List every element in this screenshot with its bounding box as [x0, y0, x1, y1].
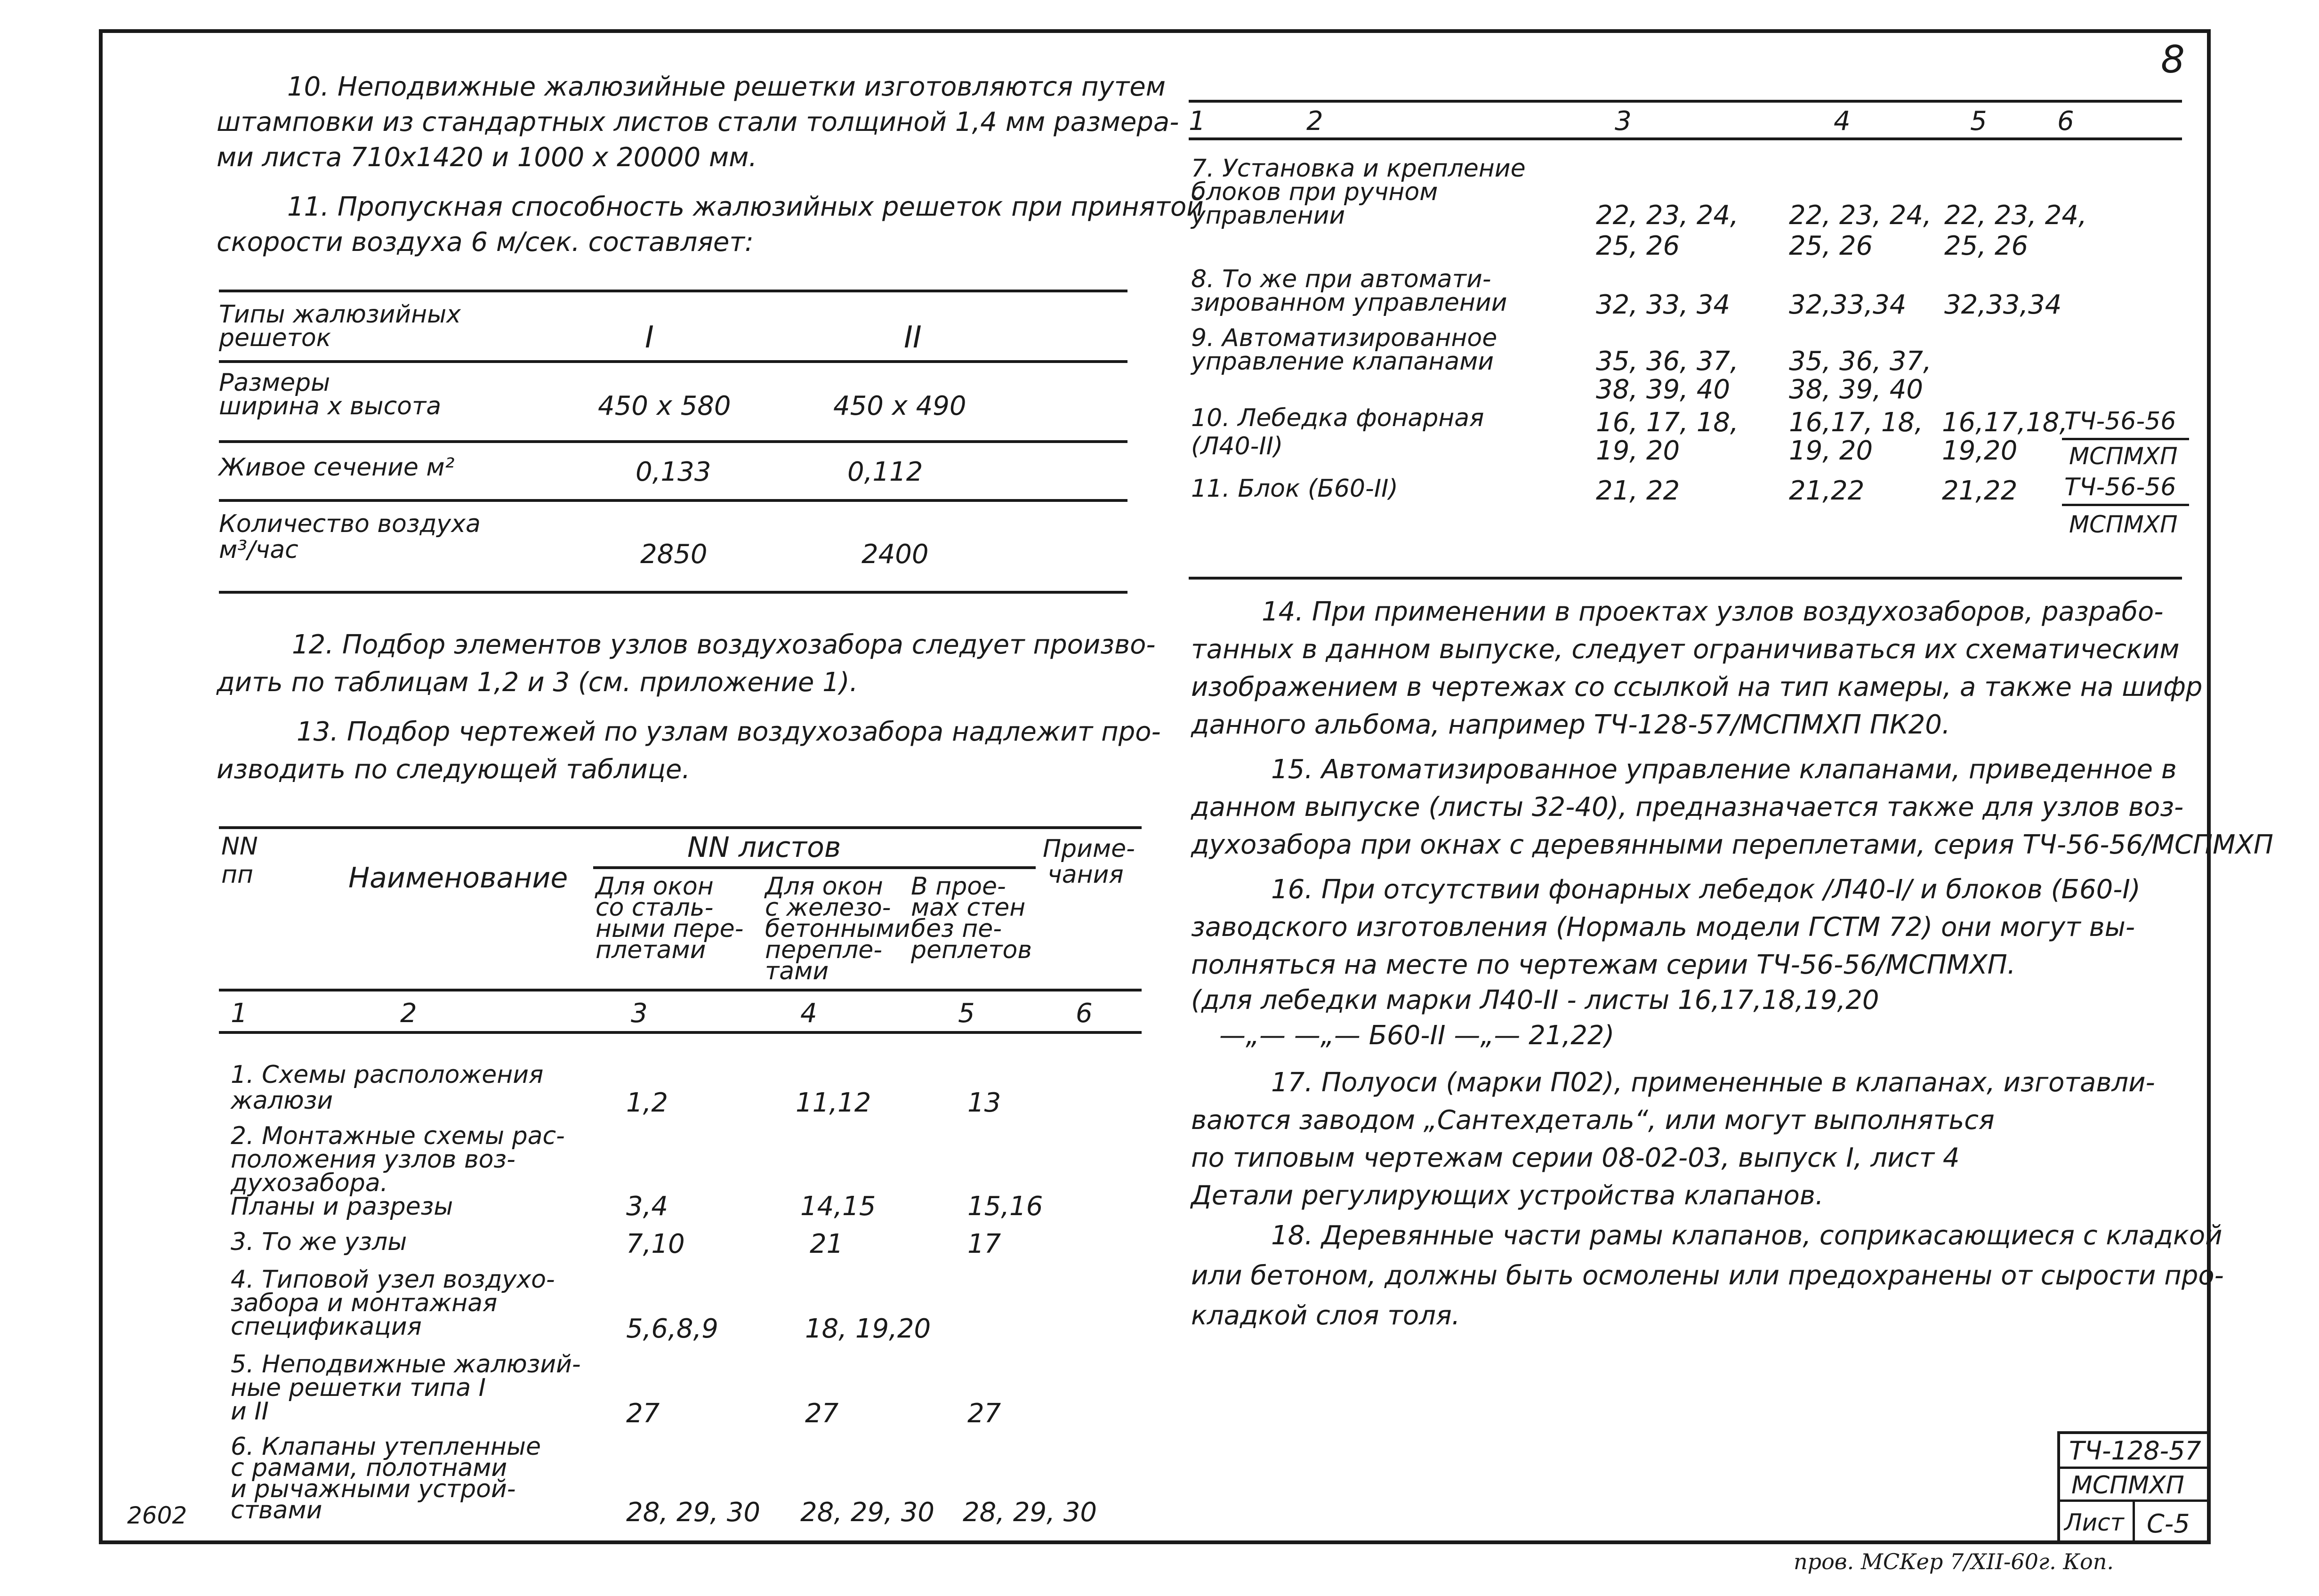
row2-c5: 15,16 [967, 1191, 1043, 1222]
row11-c3: 21, 22 [1596, 476, 1680, 506]
row4-name-1: 4. Типовой узел воздухо- [231, 1266, 555, 1294]
row10-c3-1: 16, 17, 18, [1596, 407, 1739, 438]
main-table-top-rule [219, 826, 1142, 829]
rcol-num-6: 6 [2057, 106, 2074, 137]
col-num-6: 6 [1076, 998, 1093, 1029]
row9-c3-1: 35, 36, 37, [1596, 346, 1739, 377]
row7-name-3: управлении [1191, 202, 1345, 230]
row1-c5: 13 [967, 1088, 1001, 1118]
grille-label-size-2: ширина х высота [219, 392, 442, 420]
header-sub2-2: с железо- [765, 894, 891, 922]
para16-line5: —„— —„— Б60-II —„— 21,22) [1219, 1020, 1615, 1051]
header-sub2-5: тами [765, 957, 829, 985]
grille-label-types-1: Типы жалюзийных [219, 300, 461, 329]
row6-c3: 28, 29, 30 [626, 1497, 760, 1528]
para16-line2: заводского изготовления (Нормаль модели ГСТМ 72) они могут вы- [1191, 912, 2135, 943]
row6-name-4: ствами [231, 1496, 322, 1524]
row11-name-1: 11. Блок (Б60-II) [1191, 475, 1398, 503]
row10-c6-1: ТЧ-56-56 [2064, 407, 2176, 435]
row5-c5: 27 [967, 1398, 1001, 1429]
para15-line3: духозабора при окнах с деревянными переплетами, серия ТЧ-56-56/МСПМХП [1191, 830, 2273, 860]
grille-air-2: 2400 [862, 539, 929, 570]
header-sub3-1: В прое- [911, 872, 1006, 901]
para11-line1: 11. Пропускная способность жалюзийных решеток при принятой [287, 192, 1204, 222]
right-table-header-rule [1189, 137, 2182, 140]
right-table-top-rule [1189, 100, 2182, 103]
row2-c3: 3,4 [626, 1191, 668, 1222]
grille-size-1: 450 х 580 [598, 391, 731, 421]
row8-c4: 32,33,34 [1789, 290, 1907, 320]
signature-line: пров. МСКер 7/XII-60г. Коп. [1794, 1549, 2114, 1574]
grille-table-rule [219, 499, 1127, 502]
grille-air-1: 2850 [640, 539, 708, 570]
row10-c6-fraction-rule [2062, 438, 2189, 440]
header-sub3-4: реплетов [911, 936, 1032, 964]
para15-line1: 15. Автоматизированное управление клапанами, приведенное в [1271, 754, 2177, 785]
header-sub3-2: мах стен [911, 894, 1026, 922]
header-sub1-4: плетами [596, 936, 706, 964]
stamp-code: ТЧ-128-57 [2069, 1436, 2201, 1466]
row7-c4-1: 22, 23, 24, [1789, 200, 1932, 231]
header-sub3-3: без пе- [911, 915, 1002, 943]
row9-c4-2: 38, 39, 40 [1789, 374, 1923, 405]
row10-name-2: (Л40-II) [1191, 432, 1283, 460]
row4-name-2: забора и монтажная [231, 1289, 498, 1317]
header-sub2-1: Для окон [765, 872, 883, 901]
row8-c3: 32, 33, 34 [1596, 290, 1730, 320]
para17-line1: 17. Полуоси (марки П02), примененные в клапанах, изготавли- [1271, 1067, 2155, 1098]
grille-label-types-2: решеток [219, 324, 331, 352]
grille-table-top-rule [219, 290, 1127, 292]
row10-c4-1: 16,17, 18, [1789, 407, 1923, 438]
row2-name-3: духозабора. [231, 1169, 388, 1197]
para18-line1: 18. Деревянные части рамы клапанов, соприкасающиеся с кладкой [1271, 1220, 2222, 1251]
row6-name-3: и рычажными устрой- [231, 1475, 516, 1503]
row5-c4: 27 [805, 1398, 839, 1429]
row3-c4: 21 [810, 1229, 844, 1259]
row4-c4: 18, 19,20 [805, 1314, 931, 1344]
para17-line2: ваются заводом „Сантехдеталь“, или могут выполняться [1191, 1105, 1995, 1136]
row9-c4-1: 35, 36, 37, [1789, 346, 1932, 377]
row2-name-2: положения узлов воз- [231, 1145, 515, 1174]
rcol-num-1: 1 [1189, 106, 1206, 137]
header-notes-2: чания [1047, 861, 1124, 889]
row4-c3: 5,6,8,9 [626, 1314, 718, 1344]
header-notes-1: Приме- [1043, 835, 1135, 863]
row10-name-1: 10. Лебедка фонарная [1191, 404, 1484, 432]
para14-line3: изображением в чертежах со ссылкой на тип камеры, а также на шифр [1191, 672, 2203, 702]
row10-c6-2: МСПМХП [2069, 443, 2178, 470]
row10-c3-2: 19, 20 [1596, 435, 1680, 466]
row6-c5: 28, 29, 30 [963, 1497, 1097, 1528]
col-num-5: 5 [958, 998, 975, 1029]
para14-line4: данного альбома, например ТЧ-128-57/МСПМХП ПК20. [1191, 709, 1950, 740]
row1-name-2: жалюзи [231, 1087, 333, 1115]
row1-c4: 11,12 [796, 1088, 871, 1118]
grille-label-air-1: Количество воздуха [219, 510, 481, 538]
rcol-num-4: 4 [1834, 106, 1851, 137]
row7-c4-2: 25, 26 [1789, 231, 1873, 261]
row7-name-1: 7. Установка и крепление [1191, 154, 1526, 183]
stamp-org: МСПМХП [2071, 1471, 2184, 1499]
para18-line3: кладкой слоя толя. [1191, 1300, 1460, 1331]
row8-c5: 32,33,34 [1944, 290, 2062, 320]
grille-label-area: Живое сечение м² [219, 453, 455, 482]
grille-label-air-2: м³/час [219, 536, 298, 564]
para12-line1: 12. Подбор элементов узлов воздухозабора следует произво- [292, 629, 1156, 660]
header-nn-1: NN [221, 832, 258, 861]
row7-c3-2: 25, 26 [1596, 231, 1680, 261]
margin-note: 2602 [127, 1502, 187, 1529]
row5-name-1: 5. Неподвижные жалюзий- [231, 1350, 581, 1378]
row2-name-4: Планы и разрезы [231, 1193, 453, 1221]
para16-line3: полняться на месте по чертежам серии ТЧ-56-56/МСПМХП. [1191, 950, 2016, 980]
row1-c3: 1,2 [626, 1088, 668, 1118]
header-sheets-rule [593, 866, 1036, 869]
main-table-numbers-rule [219, 1031, 1142, 1034]
para14-line1: 14. При применении в проектах узлов воздухозаборов, разрабо- [1262, 596, 2164, 627]
grille-table-rule [219, 360, 1127, 363]
row9-c3-2: 38, 39, 40 [1596, 374, 1730, 405]
grille-size-2: 450 х 490 [833, 391, 966, 421]
col-num-4: 4 [800, 998, 817, 1029]
header-nn-2: пп [221, 861, 253, 889]
para11-line2: скорости воздуха 6 м/сек. составляет: [217, 227, 754, 258]
stamp-rule [2057, 1467, 2211, 1469]
grille-area-1: 0,133 [636, 457, 711, 487]
row4-name-3: спецификация [231, 1313, 422, 1341]
header-sub1-2: со сталь- [596, 894, 714, 922]
row3-c5: 17 [967, 1229, 1001, 1259]
stamp-sheet-label: Лист [2064, 1509, 2124, 1536]
row7-c3-1: 22, 23, 24, [1596, 200, 1739, 231]
row5-name-2: ные решетки типа I [231, 1374, 486, 1402]
row10-c5-2: 19,20 [1942, 435, 2018, 466]
row8-name-1: 8. То же при автомати- [1191, 265, 1491, 293]
row5-c3: 27 [626, 1398, 660, 1429]
row11-c6-fraction-rule [2062, 504, 2189, 506]
para18-line2: или бетоном, должны быть осмолены или предохранены от сырости про- [1191, 1260, 2224, 1291]
right-table-bottom-rule [1189, 577, 2182, 580]
para16-line4: (для лебедки марки Л40-II - листы 16,17,18,19,20 [1191, 985, 1879, 1016]
header-sheets: NN листов [687, 831, 841, 864]
grille-type-1: I [645, 320, 654, 355]
page-number: 8 [2161, 38, 2185, 81]
stamp-divider [2133, 1499, 2135, 1544]
row7-c5-2: 25, 26 [1944, 231, 2029, 261]
row2-name-1: 2. Монтажные схемы рас- [231, 1122, 565, 1150]
row2-c4: 14,15 [800, 1191, 876, 1222]
grille-type-2: II [904, 320, 922, 355]
row6-name-1: 6. Клапаны утепленные [231, 1433, 541, 1461]
para16-line1: 16. При отсутствии фонарных лебедок /Л40-I/ и блоков (Б60-I) [1271, 874, 2141, 905]
grille-area-2: 0,112 [847, 457, 923, 487]
row6-name-2: с рамами, полотнами [231, 1454, 507, 1482]
para13-line2: изводить по следующей таблице. [217, 754, 691, 785]
header-sub1-3: ными пере- [596, 915, 744, 943]
row1-name-1: 1. Схемы расположения [231, 1061, 544, 1089]
col-num-1: 1 [231, 998, 248, 1029]
rcol-num-3: 3 [1615, 106, 1632, 137]
row5-name-3: и II [231, 1397, 269, 1426]
row3-name-1: 3. То же узлы [231, 1228, 407, 1256]
row7-c5-1: 22, 23, 24, [1944, 200, 2087, 231]
para14-line2: танных в данном выпуске, следует ограничиваться их схематическим [1191, 634, 2180, 665]
para10-line3: ми листа 710х1420 и 1000 х 20000 мм. [217, 142, 757, 173]
rcol-num-5: 5 [1970, 106, 1987, 137]
para17-line4: Детали регулирующих устройства клапанов. [1191, 1180, 1824, 1211]
grille-table-rule [219, 440, 1127, 443]
row7-name-2: блоков при ручном [1191, 178, 1438, 206]
header-name: Наименование [348, 862, 568, 895]
row10-c5-1: 16,17,18, [1942, 407, 2068, 438]
para13-line1: 13. Подбор чертежей по узлам воздухозабора надлежит про- [297, 717, 1161, 747]
col-num-2: 2 [400, 998, 417, 1029]
para15-line2: данном выпуске (листы 32-40), предназначается также для узлов воз- [1191, 792, 2184, 822]
para10-line1: 10. Неподвижные жалюзийные решетки изготовляются путем [287, 72, 1166, 102]
col-num-3: 3 [631, 998, 648, 1029]
row6-c4: 28, 29, 30 [800, 1497, 934, 1528]
row11-c4: 21,22 [1789, 476, 1865, 506]
row10-c4-2: 19, 20 [1789, 435, 1873, 466]
main-table-header-rule [219, 989, 1142, 991]
rcol-num-2: 2 [1306, 106, 1323, 137]
header-sub1-1: Для окон [596, 872, 714, 901]
row8-name-2: зированном управлении [1191, 289, 1507, 317]
header-sub2-3: бетонными [765, 915, 910, 943]
row11-c5: 21,22 [1942, 476, 2018, 506]
row9-name-1: 9. Автоматизированное [1191, 324, 1498, 352]
stamp-sheet-value: С-5 [2147, 1509, 2190, 1539]
grille-label-size-1: Размеры [219, 369, 330, 397]
row11-c6-1: ТЧ-56-56 [2064, 473, 2176, 501]
para17-line3: по типовым чертежам серии 08-02-03, выпуск I, лист 4 [1191, 1143, 1960, 1173]
row3-c3: 7,10 [626, 1229, 685, 1259]
row9-name-2: управление клапанами [1191, 347, 1494, 376]
para12-line2: дить по таблицам 1,2 и 3 (см. приложение 1). [217, 667, 858, 698]
para10-line2: штамповки из стандартных листов стали толщиной 1,4 мм размера- [217, 107, 1179, 137]
header-sub2-4: перепле- [765, 936, 882, 964]
row11-c6-2: МСПМХП [2069, 511, 2178, 538]
grille-table-bottom-rule [219, 591, 1127, 594]
